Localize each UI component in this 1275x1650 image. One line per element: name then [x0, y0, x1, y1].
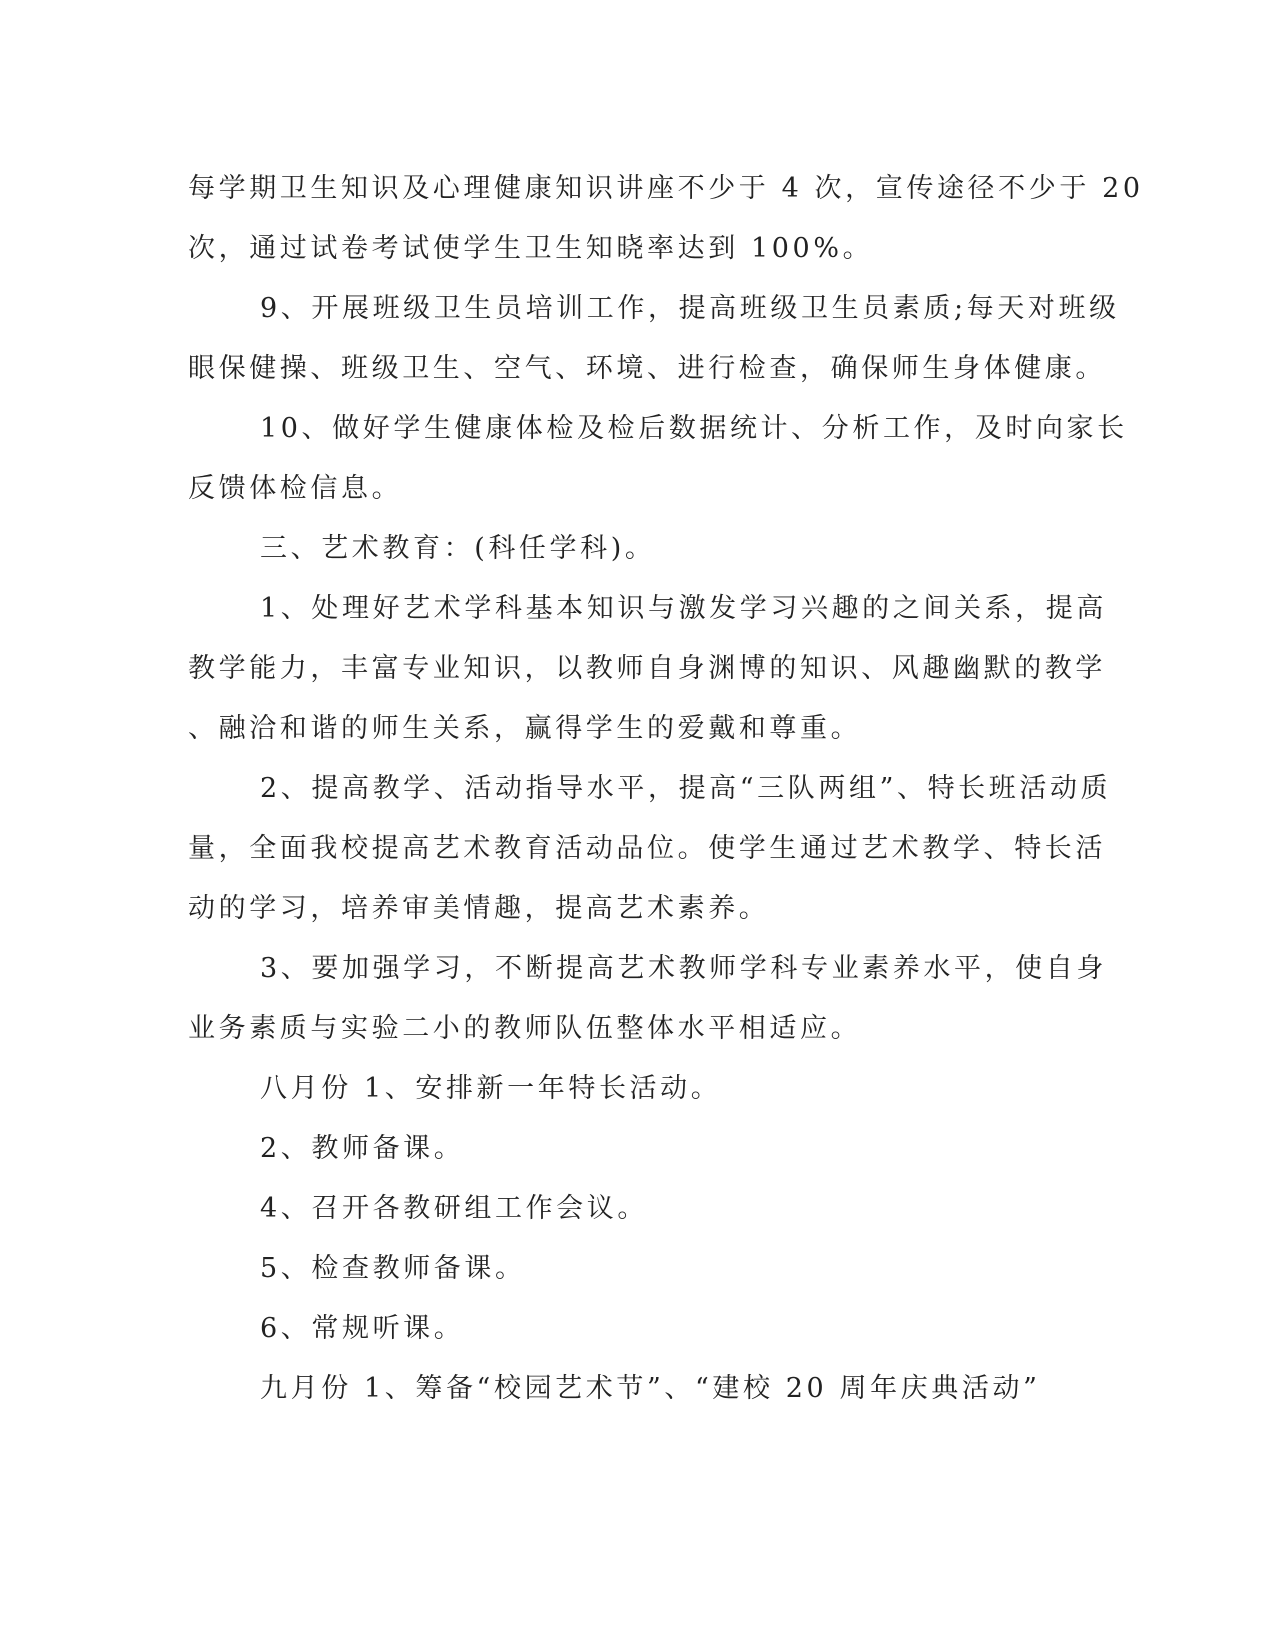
- text-line: 9、开展班级卫生员培训工作，提高班级卫生员素质;每天对班级: [260, 293, 1120, 324]
- text-line: 每学期卫生知识及心理健康知识讲座不少于 4 次，宣传途径不少于 20: [188, 173, 1144, 204]
- text-line: 教学能力，丰富专业知识，以教师自身渊博的知识、风趣幽默的教学: [188, 653, 1106, 684]
- text-line: 反馈体检信息。: [188, 473, 403, 504]
- text-line: 5、检查教师备课。: [260, 1253, 526, 1284]
- text-line: 2、教师备课。: [260, 1133, 465, 1164]
- section-heading: 三、艺术教育：(科任学科)。: [260, 533, 656, 564]
- text-line: 业务素质与实验二小的教师队伍整体水平相适应。: [188, 1013, 862, 1044]
- text-line: 10、做好学生健康体检及检后数据统计、分析工作，及时向家长: [260, 413, 1128, 444]
- text-line: 次，通过试卷考试使学生卫生知晓率达到 100%。: [188, 233, 874, 264]
- text-line: 2、提高教学、活动指导水平，提高“三队两组”、特长班活动质: [260, 773, 1112, 804]
- text-line: 3、要加强学习，不断提高艺术教师学科专业素养水平，使自身: [260, 953, 1107, 984]
- text-line: 、融洽和谐的师生关系，赢得学生的爱戴和尊重。: [188, 713, 862, 744]
- text-line: 1、处理好艺术学科基本知识与激发学习兴趣的之间关系，提高: [260, 593, 1107, 624]
- text-line: 八月份 1、安排新一年特长活动。: [260, 1073, 722, 1104]
- text-line: 4、召开各教研组工作会议。: [260, 1193, 648, 1224]
- text-line: 九月份 1、筹备“校园艺术节”、“建校 20 周年庆典活动”: [260, 1373, 1041, 1404]
- text-line: 6、常规听课。: [260, 1313, 465, 1344]
- text-line: 量，全面我校提高艺术教育活动品位。使学生通过艺术教学、特长活: [188, 833, 1106, 864]
- text-line: 动的学习，培养审美情趣，提高艺术素养。: [188, 893, 770, 924]
- document-body: [188, 159, 1144, 1419]
- text-line: 眼保健操、班级卫生、空气、环境、进行检查，确保师生身体健康。: [188, 353, 1106, 384]
